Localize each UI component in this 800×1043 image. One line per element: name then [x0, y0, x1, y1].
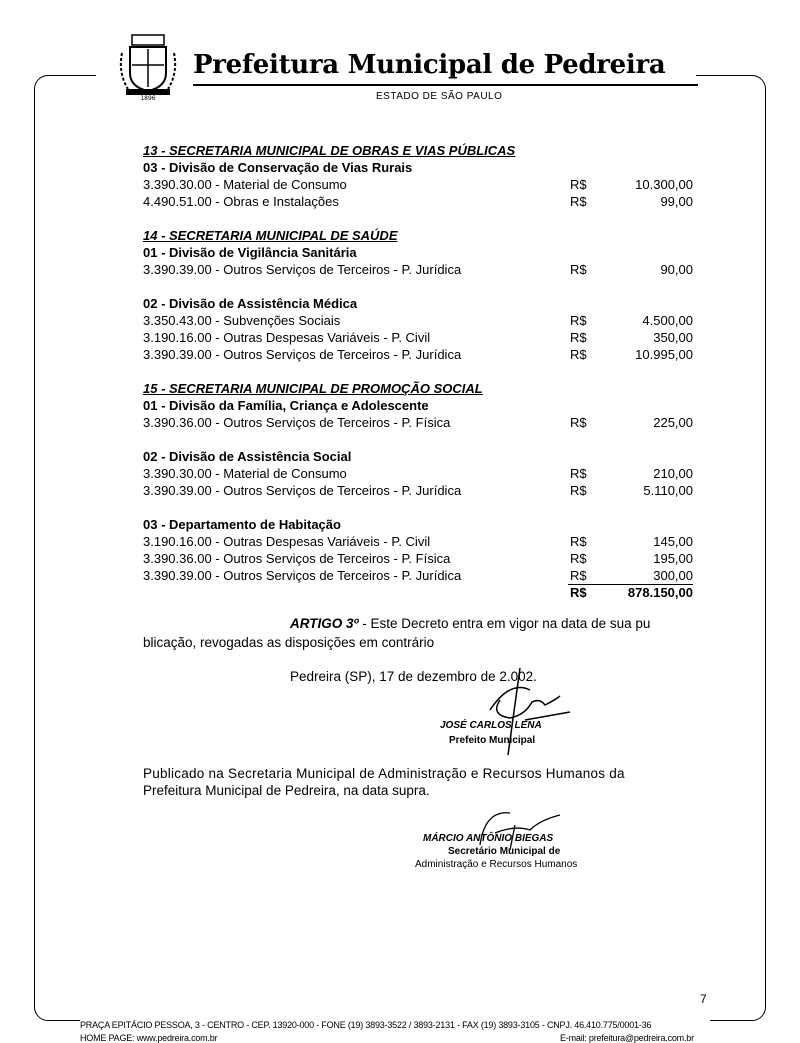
- signer2-role: Secretário Municipal de: [448, 846, 561, 857]
- budget-item-amount: 4.500,00: [642, 313, 693, 328]
- division-heading: 03 - Departamento de Habitação: [143, 517, 341, 532]
- currency-label: R$: [570, 177, 587, 192]
- budget-item-code: 3.390.30.00 - Material de Consumo: [143, 466, 347, 481]
- signer2-department: Administração e Recursos Humanos: [415, 859, 578, 870]
- budget-item-code: 3.390.36.00 - Outros Serviços de Terceiros - P. Física: [143, 415, 451, 430]
- division-heading: 01 - Divisão de Vigilância Sanitária: [143, 245, 357, 260]
- currency-label: R$: [570, 466, 587, 481]
- division-heading: 01 - Divisão da Família, Criança e Adolescente: [143, 398, 429, 413]
- budget-item-amount: 195,00: [653, 551, 693, 566]
- budget-item-amount: 225,00: [653, 415, 693, 430]
- article-text-cont: blicação, revogadas as disposições em contrário: [143, 635, 435, 650]
- currency-label: R$: [570, 330, 587, 345]
- currency-label: R$: [570, 483, 587, 498]
- currency-label: R$: [570, 194, 587, 209]
- currency-label: R$: [570, 262, 587, 277]
- budget-item-code: 3.390.39.00 - Outros Serviços de Terceiros - P. Jurídica: [143, 568, 462, 583]
- title-rule: [193, 84, 698, 86]
- page-title: Prefeitura Municipal de Pedreira: [193, 50, 666, 80]
- budget-item-amount: 300,00: [568, 567, 693, 585]
- total-amount: 878.150,00: [627, 585, 693, 600]
- budget-item-amount: 210,00: [653, 466, 693, 481]
- municipal-crest-icon: [118, 33, 178, 101]
- signer1-role: Prefeito Municipal: [449, 735, 536, 746]
- signer1-name: JOSÉ CARLOS LENA: [440, 720, 542, 731]
- footer-address: PRAÇA EPITÁCIO PESSOA, 3 - CENTRO - CEP. 13920-000 - FONE (19) 3893-3522 / 3893-2131 - FAX (19) 3893-3105 - CNPJ. 46.410.775/0001-36: [80, 1020, 652, 1030]
- currency-label: R$: [570, 415, 587, 430]
- budget-item-amount: 10.300,00: [635, 177, 693, 192]
- budget-item-code: 3.190.16.00 - Outras Despesas Variáveis - P. Civil: [143, 330, 431, 345]
- section-heading: 13 - SECRETARIA MUNICIPAL DE OBRAS E VIAS PÚBLICAS: [143, 143, 516, 158]
- budget-item-amount: 5.110,00: [643, 483, 693, 498]
- budget-item-code: 3.190.16.00 - Outras Despesas Variáveis - P. Civil: [143, 534, 431, 549]
- publication-line1: Publicado na Secretaria Municipal de Administração e Recursos Humanos da: [143, 766, 625, 781]
- currency-label: R$: [570, 568, 587, 583]
- budget-item-amount: 145,00: [653, 534, 693, 549]
- budget-item-code: 4.490.51.00 - Obras e Instalações: [143, 194, 339, 209]
- state-subtitle: ESTADO DE SÃO PAULO: [376, 91, 503, 102]
- division-heading: 02 - Divisão de Assistência Social: [143, 449, 352, 464]
- division-heading: 02 - Divisão de Assistência Médica: [143, 296, 358, 311]
- division-heading: 03 - Divisão de Conservação de Vias Rurais: [143, 160, 413, 175]
- budget-item-code: 3.390.39.00 - Outros Serviços de Terceiros - P. Jurídica: [143, 262, 462, 277]
- signer2-name: MÁRCIO ANTÔNIO BIEGAS: [423, 833, 554, 844]
- budget-item-code: 3.390.30.00 - Material de Consumo: [143, 177, 347, 192]
- budget-item-code: 3.350.43.00 - Subvenções Sociais: [143, 313, 341, 328]
- budget-item-code: 3.390.39.00 - Outros Serviços de Terceiros - P. Jurídica: [143, 483, 462, 498]
- article-label: ARTIGO 3º: [290, 616, 359, 631]
- total-currency: R$: [570, 585, 587, 600]
- article-3: [290, 616, 650, 631]
- currency-label: R$: [570, 347, 587, 362]
- date-line: Pedreira (SP), 17 de dezembro de 2.002.: [290, 669, 537, 684]
- publication-line2: Prefeitura Municipal de Pedreira, na data supra.: [143, 783, 430, 798]
- footer-homepage: HOME PAGE: www.pedreira.com.br: [80, 1033, 218, 1043]
- budget-item-code: 3.390.36.00 - Outros Serviços de Terceiros - P. Física: [143, 551, 451, 566]
- currency-label: R$: [570, 551, 587, 566]
- budget-item-code: 3.390.39.00 - Outros Serviços de Terceiros - P. Jurídica: [143, 347, 462, 362]
- currency-label: R$: [570, 534, 587, 549]
- page-number: 7: [700, 992, 707, 1006]
- svg-text:1896: 1896: [140, 95, 156, 101]
- budget-item-amount: 350,00: [653, 330, 693, 345]
- footer-email: E-mail: prefeitura@pedreira.com.br: [560, 1033, 694, 1043]
- budget-item-amount: 90,00: [660, 262, 693, 277]
- section-heading: 15 - SECRETARIA MUNICIPAL DE PROMOÇÃO SOCIAL: [143, 381, 483, 396]
- budget-item-amount: 10.995,00: [635, 347, 693, 362]
- currency-label: R$: [570, 313, 587, 328]
- section-heading: 14 - SECRETARIA MUNICIPAL DE SAÚDE: [143, 228, 398, 243]
- article-text: - Este Decreto entra em vigor na data de sua pu: [358, 616, 651, 631]
- budget-item-amount: 99,00: [660, 194, 693, 209]
